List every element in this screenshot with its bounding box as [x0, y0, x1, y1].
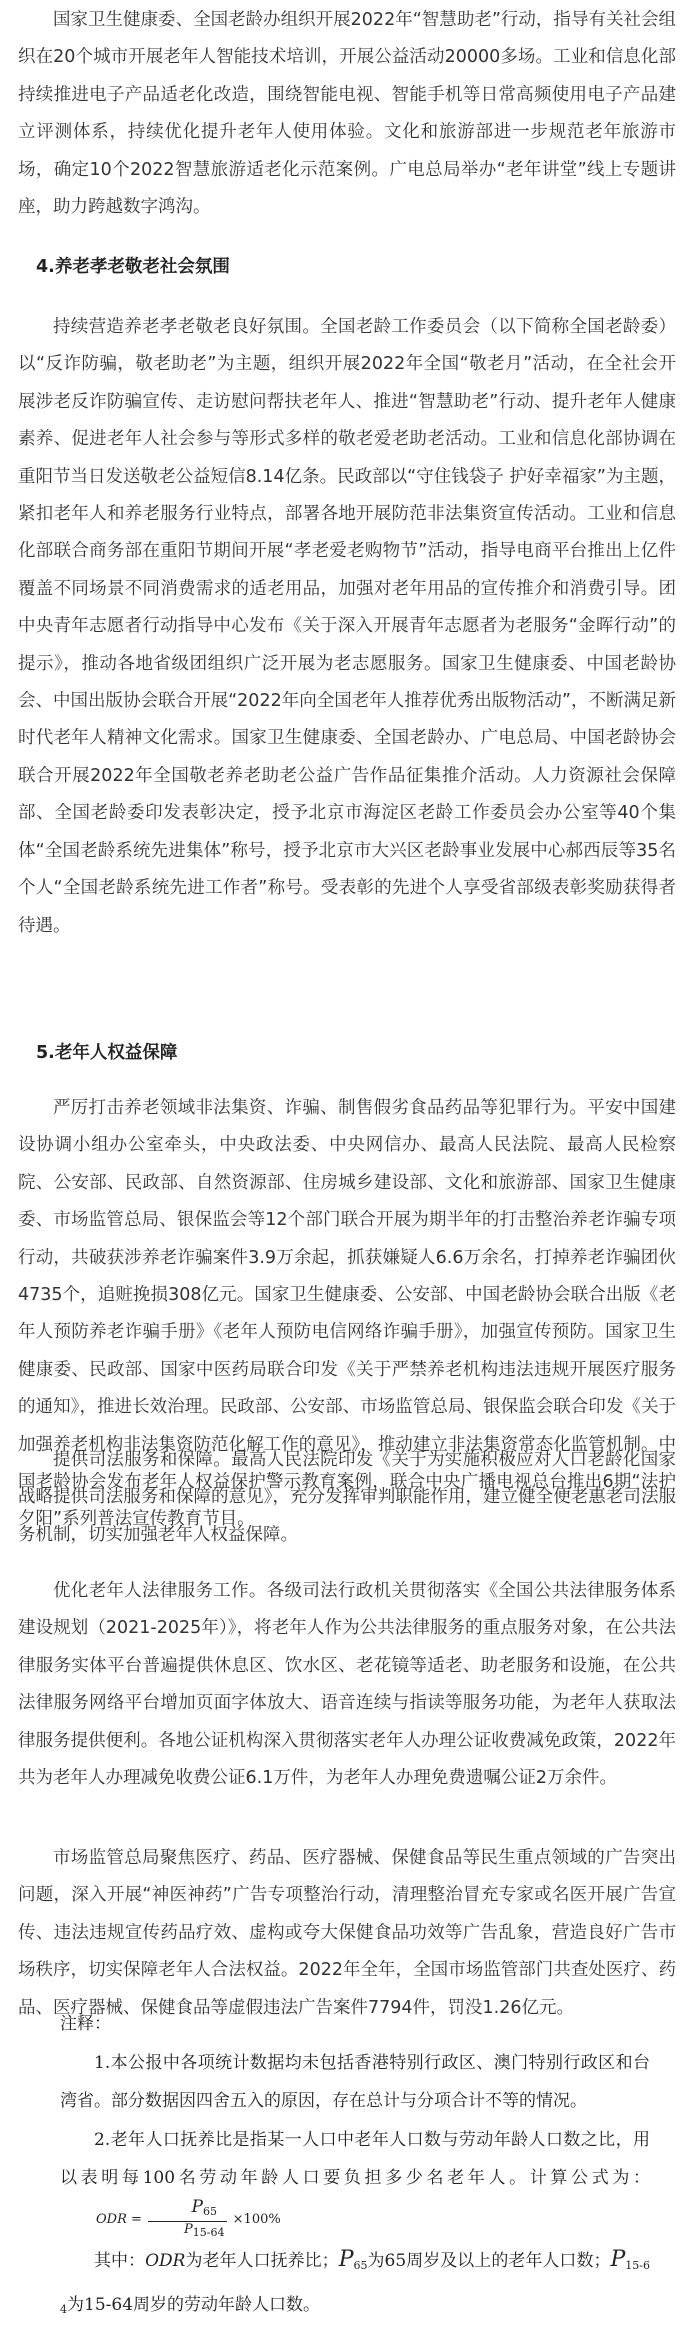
note-1: 1.本公报中各项统计数据均未包括香港特别行政区、澳门特别行政区和台湾省。部分数据因四舍五入的原因，存在总计与分项合计不等的情况。 [60, 2052, 650, 2111]
paragraph-crackdown-fraud: 严厉打击养老领域非法集资、诈骗、制售假劣食品药品等犯罪行为。平安中国建设协调小组办公室牵头，中央政法委、中央网信办、最高人民法院、最高人民检察院、公安部、民政部、自然资源部、住房城乡建设部、文化和旅游部、国家卫生健康委、市场监管总局、银保监会等12个部门联合开展为期半年的打击整治养老诈骗专项行动，共破获涉养老诈骗案件3.9万余起，抓获嫌疑人6.6万余名，打掉养老诈骗团伙4735个，追赃挽损308亿元。国家卫生健康委、公安部、中国老龄协会联合出版《老年人预防养老诈骗手册》《老年人预防电信网络诈骗手册》，加强宣传预防。国家卫生健康委、民政部、国家中医药局联合印发《关于严禁养老机构违法违规开展医疗服务的通知》，推进长效治理。民政部、公安部、市场监管总局、银保监会联合印发《关于加强养老机构非法集资防范化解工作的意见》，推动建立非法集资常态化监管机制。中国老龄协会发布老年人权益保护警示教育案例，联合中央广播电视总台推出6期“法护夕阳”系列普法宣传教育节目。 [18, 1098, 676, 1530]
section-4-heading: 4.养老孝老敬老社会氛围 [36, 257, 230, 277]
odr-formula [62, 2198, 281, 2241]
note-2 [60, 2121, 650, 2241]
paragraph-judicial-services: 提供司法服务和保障。最高人民法院印发《关于为实施积极应对人口老龄化国家战略提供司法服务和保障的意见》，充分发挥审判职能作用，建立健全便老惠老司法服务机制，切实加强老年人权益保障。 [18, 1450, 676, 1545]
p65-description: 为65周岁及以上的老年人口数； [367, 2250, 611, 2271]
formula-fraction [148, 2198, 226, 2241]
note-2-definitions [60, 2241, 650, 2330]
notes-section [60, 2005, 650, 2330]
formula-multiplier: ×100% [232, 2211, 281, 2227]
formula-denominator: $P_{15-64}$ [184, 2221, 225, 2239]
formula-numerator: $P_{65}$ [148, 2198, 226, 2222]
where-prefix: 其中： [94, 2250, 146, 2271]
p65-symbol: $P_{65}$ [338, 2246, 368, 2272]
p1564-symbol: $P_{15-64}$ [60, 2246, 651, 2316]
paragraph-market-supervision: 市场监管总局聚焦医疗、药品、医疗器械、保健食品等民生重点领域的广告突出问题，深入开展“神医神药”广告专项整治行动，清理整治冒充专家或名医开展广告宣传、违法违规宣传药品疗效、虚构或夸大保健食品功效等广告乱象，营造良好广告市场秩序，切实保障老年人合法权益。2022年全年，全国市场监管部门共查处医疗、药品、医疗器械、保健食品等虚假违法广告案件7794件，罚没1.26亿元。 [18, 1848, 676, 2018]
formula-lhs: ODR = [96, 2211, 142, 2227]
notes-title: 注释： [60, 2014, 111, 2034]
odr-symbol: ODR [145, 2250, 186, 2271]
note-2-text: 2.老年人口抚养比是指某一人口中老年人口数与劳动年龄人口数之比，用以表明每100名劳动年龄人口要负担多少名老年人。计算公式为： [60, 2129, 650, 2188]
odr-description: 为老年人口抚养比； [185, 2250, 339, 2271]
paragraph-smart-elderly-help: 国家卫生健康委、全国老龄办组织开展2022年“智慧助老”行动，指导有关社会组织在20个城市开展老年人智能技术培训，开展公益活动20000多场。工业和信息化部持续推进电子产品适老化改造，围绕智能电视、智能手机等日常高频使用电子产品建立评测体系，持续优化提升老年人使用体验。文化和旅游部进一步规范老年旅游市场，确定10个2022智慧旅游适老化示范案例。广电总局举办“老年讲堂”线上专题讲座，助力跨越数字鸿沟。 [18, 10, 676, 218]
p1564-description: 为15-64周岁的劳动年龄人口数。 [67, 2295, 321, 2315]
paragraph-respect-elderly-atmosphere: 持续营造养老孝老敬老良好氛围。全国老龄工作委员会（以下简称全国老龄委）以“反诈防骗，敬老助老”为主题，组织开展2022年全国“敬老月”活动，在全社会开展涉老反诈防骗宣传、走访慰问帮扶老年人、推进“智慧助老”行动、提升老年人健康素养、促进老年人社会参与等形式多样的敬老爱老助老活动。工业和信息化部协调在重阳节当日发送敬老公益短信8.14亿条。民政部以“守住钱袋子 护好幸福家”为主题，紧扣老年人和养老服务行业特点，部署各地开展防范非法集资宣传活动。工业和信息化部联合商务部在重阳节期间开展“孝老爱老购物节”活动，指导电商平台推出上亿件覆盖不同场景不同消费需求的适老用品，加强对老年用品的宣传推介和消费引导。团中央青年志愿者行动指导中心发布《关于深入开展青年志愿者为老服务“金晖行动”的提示》，推动各地省级团组织广泛开展为老志愿服务。国家卫生健康委、中国老龄协会、中国出版协会联合开展“2022年向全国老年人推荐优秀出版物活动”，不断满足新时代老年人精神文化需求。国家卫生健康委、全国老龄办、广电总局、中国老龄协会联合开展2022年全国敬老养老助老公益广告作品征集推介活动。人力资源社会保障部、全国老龄委印发表彰决定，授予北京市海淀区老龄工作委员会办公室等40个集体“全国老龄系统先进集体”称号，授予北京市大兴区老龄事业发展中心郝西辰等35名个人“全国老龄系统先进工作者”称号。受表彰的先进个人享受省部级表彰奖励获得者待遇。 [18, 317, 676, 936]
paragraph-legal-services: 优化老年人法律服务工作。各级司法行政机关贯彻落实《全国公共法律服务体系建设规划（2021-2025年）》，将老年人作为公共法律服务的重点服务对象，在公共法律服务实体平台普遍提供休息区、饮水区、老花镜等适老、助老服务和设施，在公共法律服务网络平台增加页面字体放大、语音连续与指读等服务功能，为老年人获取法律服务提供便利。各地公证机构深入贯彻落实老年人办理公证收费减免政策，2022年共为老年人办理减免收费公证6.1万件，为老年人办理免费遗嘱公证2万余件。 [18, 1581, 676, 1789]
section-5-heading: 5.老年人权益保障 [36, 1043, 178, 1063]
